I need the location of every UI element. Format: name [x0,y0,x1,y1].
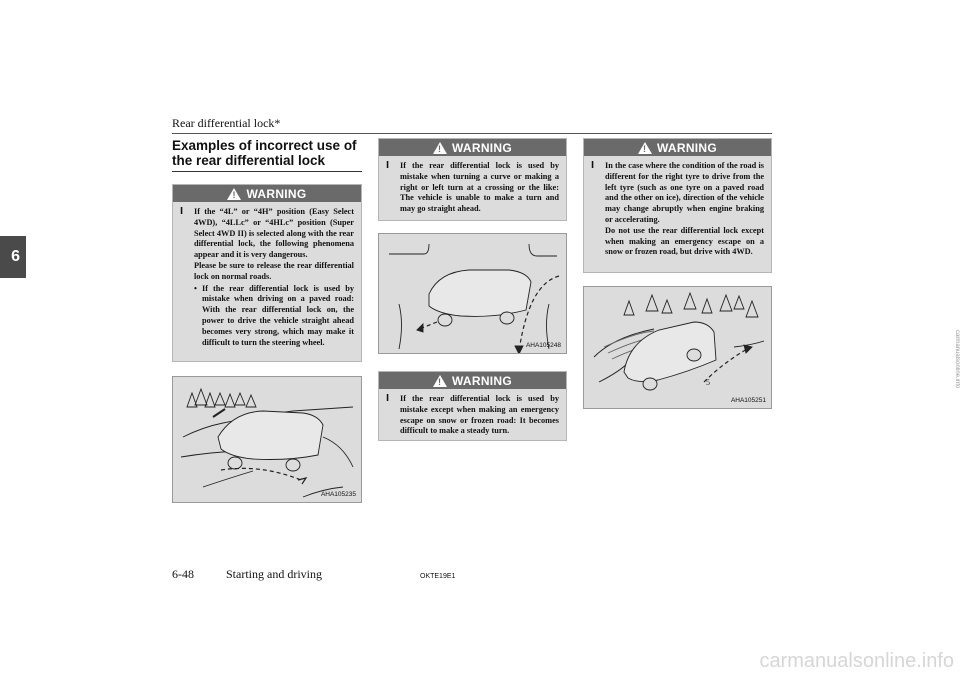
warning-body [173,202,361,354]
car-on-slope-illustration [173,377,362,503]
warning-bullet [591,161,764,258]
figure-code: AHA105248 [525,342,561,349]
warning-triangle-icon [227,188,241,200]
warning-text: If the rear differential lock is used by mistake except when making an emergency escape on snow or frozen road: It becomes difficult to make a steady turn. [400,394,559,436]
warning-triangle-icon [433,142,447,154]
footer-chapter: Starting and driving [226,567,322,581]
side-watermark: carmanualsonline.info [954,330,960,389]
figure-code: AHA105251 [730,397,766,404]
sub-bullet-text: If the rear differential lock is used by mistake when driving on a paved road: With the rear differential lock on, the power to drive the vehicle straight ahead becomes very strong, which may make it difficult to turn the steering wheel. [202,283,354,347]
warning-text: If the rear differential lock is used by mistake when turning a curve or making a right or left turn at a crossing or the like: The vehicle is unable to make a turn and may go straight ahead. [400,161,559,214]
warning-header [379,139,566,156]
warning-text-2: Please be sure to release the rear differential lock on normal roads. [194,260,354,281]
footer-doc-code: OKTE19E1 [420,573,456,580]
warning-body [584,156,771,264]
warning-body [379,389,566,443]
bullet-icon: l [386,394,390,404]
warning-label: WARNING [451,373,513,388]
warning-body [379,156,566,221]
section-heading: Examples of incorrect use of the rear differential lock [172,138,357,168]
warning-header [379,372,566,389]
warning-triangle-icon [638,142,652,154]
warning-label: WARNING [246,186,307,201]
figure-car-ice [583,286,772,409]
figure-code: AHA105235 [320,491,356,498]
bullet-icon: l [591,161,595,171]
header-rule [172,133,772,134]
warning-label: WARNING [451,140,513,155]
warning-header [173,185,361,202]
warning-triangle-icon [433,375,447,387]
running-header: Rear differential lock* [172,116,281,130]
bullet-text [605,161,764,258]
svg-text:5: 5 [706,378,710,387]
warning-box-1 [172,184,362,362]
warning-box-3 [378,371,567,441]
figure-car-slope [172,376,362,503]
warning-text-2: Do not use the rear differential lock except when making an emergency escape on a snow or frozen road, but drive with 4WD. [605,225,764,257]
warning-label: WARNING [656,140,718,155]
bullet-text [194,207,354,348]
sub-bullet-row [194,284,354,349]
warning-text: If the “4L” or “4H” position (Easy Select 4WD), “4LLc” or “4HLc” position (Super Select 4WD II) is selected along with the rear differential lock, the following phenomena appear and it is very dangerous. [194,207,354,260]
bullet-icon: l [180,207,184,217]
car-on-ice-illustration [584,287,772,409]
warning-box-2 [378,138,567,221]
watermark: carmanualsonline.info [759,650,954,672]
warning-bullet [180,207,354,348]
heading-rule [172,171,362,172]
warning-text: In the case where the condition of the road is different for the right tyre to drive from the left tyre (such as one tyre on a paved road and the other on ice), direction of the vehicle may change abruptly when engine braking or accelerating. [605,161,764,224]
footer-page-number: 6-48 [172,567,194,581]
bullet-icon: l [386,161,390,171]
car-turning-illustration [379,234,567,354]
sub-bullet-icon: • [194,283,197,293]
warning-bullet [386,161,559,215]
warning-header [584,139,771,156]
section-tab: 6 [0,236,26,278]
warning-box-4 [583,138,772,273]
warning-bullet [386,394,559,437]
figure-car-turn [378,233,567,354]
